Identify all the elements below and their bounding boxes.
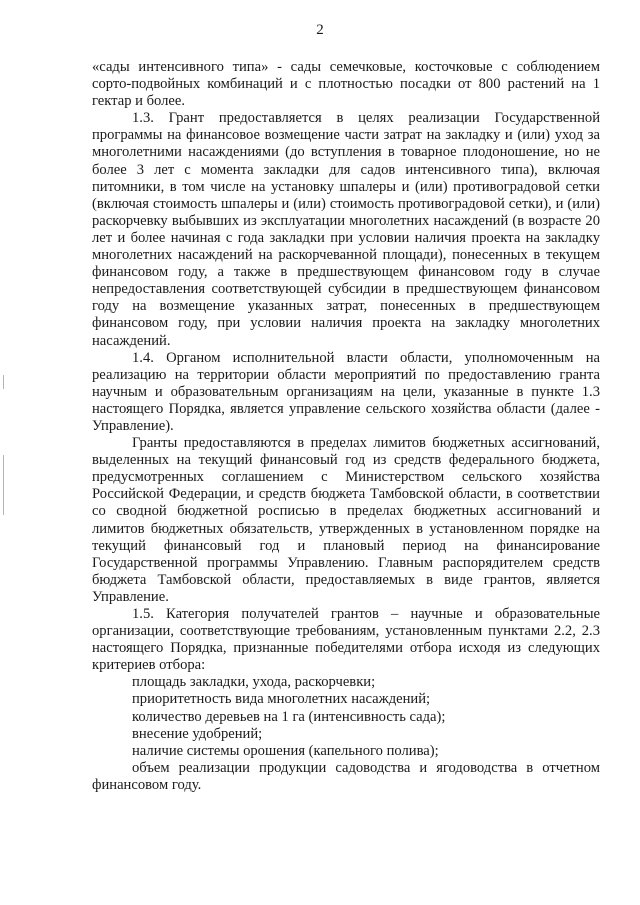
criterion-item: наличие системы орошения (капельного полива); bbox=[132, 742, 439, 759]
page-number: 2 bbox=[316, 22, 324, 38]
paragraph-1-3: 1.3. Грант предоставляется в целях реализации Государственной программы на финансовое возмещение части затрат на закладку и (или) уход за многолетними насаждениями (до вступления в товарное плодоношение, но не более 3 лет с момента закладки для садов интенсивного типа), включая питомники, в том числе на установку шпалеры и (или) противоградовой сетки (включая стоимость шпалеры и (или) стоимость противоградовой сетки), и (или) раскорчевку выбывших из эксплуатации многолетних насаждений (в возрасте 20 лет и более начиная с года закладки при условии наличия проекта на закладку многолетних насаждений на раскорчеванной площади), понесенных в текущем финансовом году, а также в предшествующем финансовом году в случае непредоставления соответствующей субсидии в предшествующем финансовом году на возмещение указанных затрат, понесенных в предшествующем финансовом году, при условии наличия проекта на закладку многолетних насаждений. bbox=[92, 110, 600, 349]
criterion-item: площадь закладки, ухода, раскорчевки; bbox=[132, 674, 376, 691]
document-body bbox=[92, 59, 600, 794]
paragraph-definition: «сады интенсивного типа» - сады семечковые, косточковые с соблюдением сорто-подвойных комбинаций и с плотностью посадки от 800 растений на 1 гектар и более. bbox=[92, 59, 600, 110]
criterion-item: внесение удобрений; bbox=[132, 725, 263, 742]
paragraph-1-5: 1.5. Категория получателей грантов – научные и образовательные организации, соответствующие требованиям, установленным пунктами 2.2, 2.3 настоящего Порядка, признанные победителями отбора исходя из следующих критериев отбора: bbox=[92, 606, 600, 674]
criterion-item: количество деревьев на 1 га (интенсивность сада); bbox=[132, 708, 446, 725]
criterion-item: объем реализации продукции садоводства и ягодоводства в отчетном финансовом году. bbox=[92, 759, 600, 793]
scan-margin-mark bbox=[3, 455, 4, 515]
paragraph-grants: Гранты предоставляются в пределах лимитов бюджетных ассигнований, выделенных на текущий финансовый год из средств федерального бюджета, предусмотренных соглашением с Министерством сельского хозяйства Российской Федерации, и средств бюджета Тамбовской области, в соответствии со сводной бюджетной росписью в пределах бюджетных ассигнований и лимитов бюджетных обязательств, утвержденных в установленном порядке на текущий финансовый год и плановый период на финансирование Государственной программы Управлению. Главным распорядителем средств бюджета Тамбовской области, предоставляемых в виде грантов, является Управление. bbox=[92, 435, 600, 605]
criterion-item: приоритетность вида многолетних насаждений; bbox=[132, 691, 431, 708]
scan-margin-mark bbox=[3, 375, 4, 389]
paragraph-1-4: 1.4. Органом исполнительной власти области, уполномоченным на реализацию на территории области мероприятий по предоставлению гранта научным и образовательным организациям на цели, указанные в пункте 1.3 настоящего Порядка, является управление сельского хозяйства области (далее - Управление). bbox=[92, 349, 600, 434]
